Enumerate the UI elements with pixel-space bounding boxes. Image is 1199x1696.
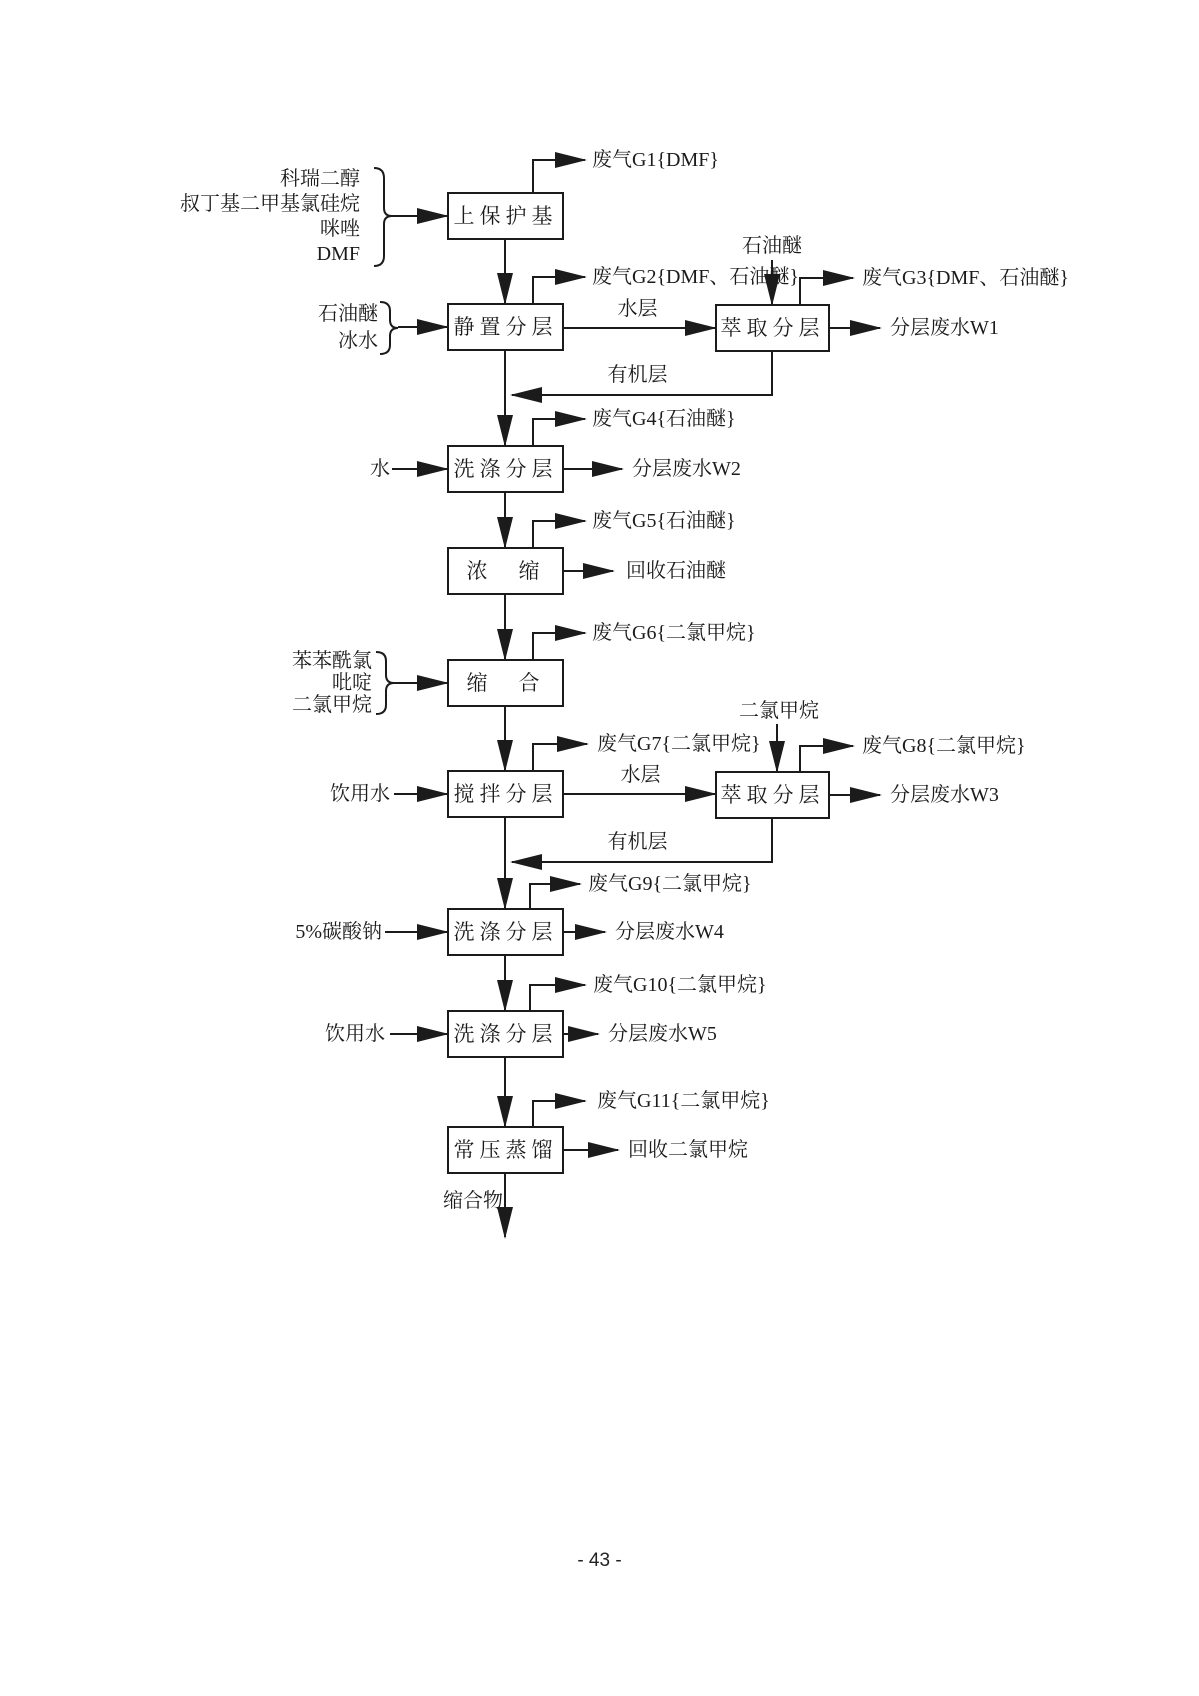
arrow-gas-g2 [533,277,585,303]
output-label-gas-g9: 废气G9{二氯甲烷} [588,873,752,895]
arrow-gas-g7 [533,744,587,770]
output-label-gas-g10: 废气G10{二氯甲烷} [593,974,767,996]
input-label-drinking-water-2: 饮用水 [325,1023,385,1045]
output-label-product: 缩合物 [443,1190,503,1212]
input-label-dmf: DMF [316,243,360,265]
page-number: - 43 - [577,1550,622,1571]
arrow-gas-g4 [533,419,585,445]
input-group-settle [280,301,378,355]
input-label-petroleum-ether: 石油醚 [318,303,378,325]
output-label-gas-g6: 废气G6{二氯甲烷} [592,622,756,644]
output-label-gas-g3: 废气G3{DMF、石油醚} [862,267,1069,289]
output-label-waste-w2: 分层废水W2 [632,458,741,480]
edge-label-organic-layer-2: 有机层 [607,831,668,853]
arrow-gas-g3 [800,278,853,304]
output-label-gas-g11: 废气G11{二氯甲烷} [597,1090,770,1112]
process-box-wash-separate-2: 洗涤分层 [447,908,564,956]
output-label-waste-w5: 分层废水W5 [608,1023,717,1045]
output-label-gas-g1: 废气G1{DMF} [592,149,719,171]
arrow-gas-g8 [800,746,853,771]
input-brace-condense [376,652,394,714]
input-label-sodium-carbonate: 5%碳酸钠 [295,921,382,943]
process-box-atmospheric-distill: 常压蒸馏 [447,1126,564,1174]
input-brace-protect [374,168,392,266]
output-label-gas-g7: 废气G7{二氯甲烷} [597,733,761,755]
output-label-recovered-petroleum-ether: 回收石油醚 [626,560,726,582]
output-label-waste-w1: 分层废水W1 [890,317,999,339]
input-group-condense [250,650,372,716]
arrow-gas-g6 [533,633,585,659]
process-box-stir-separate: 搅拌分层 [447,770,564,818]
process-box-settle-separate: 静置分层 [447,303,564,351]
input-label-tbdms-cl: 叔丁基二甲基氯硅烷 [180,193,360,215]
output-label-gas-g2: 废气G2{DMF、石油醚} [592,266,799,288]
edge-label-water-layer-1: 水层 [617,298,658,320]
input-label-ice-water: 冰水 [338,330,378,352]
arrow-gas-g10 [530,985,585,1010]
output-label-recovered-dcm: 回收二氯甲烷 [628,1139,748,1161]
output-label-gas-g5: 废气G5{石油醚} [592,510,736,532]
edge-label-organic-layer-1: 有机层 [607,364,668,386]
input-label-benzoyl-chloride: 苯苯酰氯 [292,650,372,672]
input-label-keirui-diol: 科瑞二醇 [280,168,360,190]
output-label-gas-g4: 废气G4{石油醚} [592,408,736,430]
arrow-gas-g1 [533,160,585,192]
output-label-waste-w4: 分层废水W4 [615,921,724,943]
input-brace-settle [380,302,398,354]
input-label-petroleum-ether-top: 石油醚 [742,235,802,257]
output-label-gas-g8: 废气G8{二氯甲烷} [862,735,1026,757]
process-box-condense: 缩 合 [447,659,564,707]
arrow-gas-g5 [533,521,585,547]
input-label-imidazole: 咪唑 [320,218,360,240]
process-box-extract-separate-1: 萃取分层 [715,304,830,352]
input-label-water: 水 [370,458,390,480]
output-label-waste-w3: 分层废水W3 [890,784,999,806]
arrow-gas-g11 [533,1101,585,1126]
input-label-dcm-top: 二氯甲烷 [739,700,819,722]
input-label-pyridine: 吡啶 [332,672,372,694]
process-box-wash-separate-3: 洗涤分层 [447,1010,564,1058]
process-box-protect: 上保护基 [447,192,564,240]
process-box-extract-separate-2: 萃取分层 [715,771,830,819]
input-group-protect [130,167,360,267]
process-box-wash-separate-1: 洗涤分层 [447,445,564,493]
input-label-dcm: 二氯甲烷 [292,694,372,716]
process-box-concentrate: 浓 缩 [447,547,564,595]
input-label-drinking-water-1: 饮用水 [330,783,390,805]
arrow-gas-g9 [530,884,580,908]
edge-label-water-layer-2: 水层 [620,764,661,786]
